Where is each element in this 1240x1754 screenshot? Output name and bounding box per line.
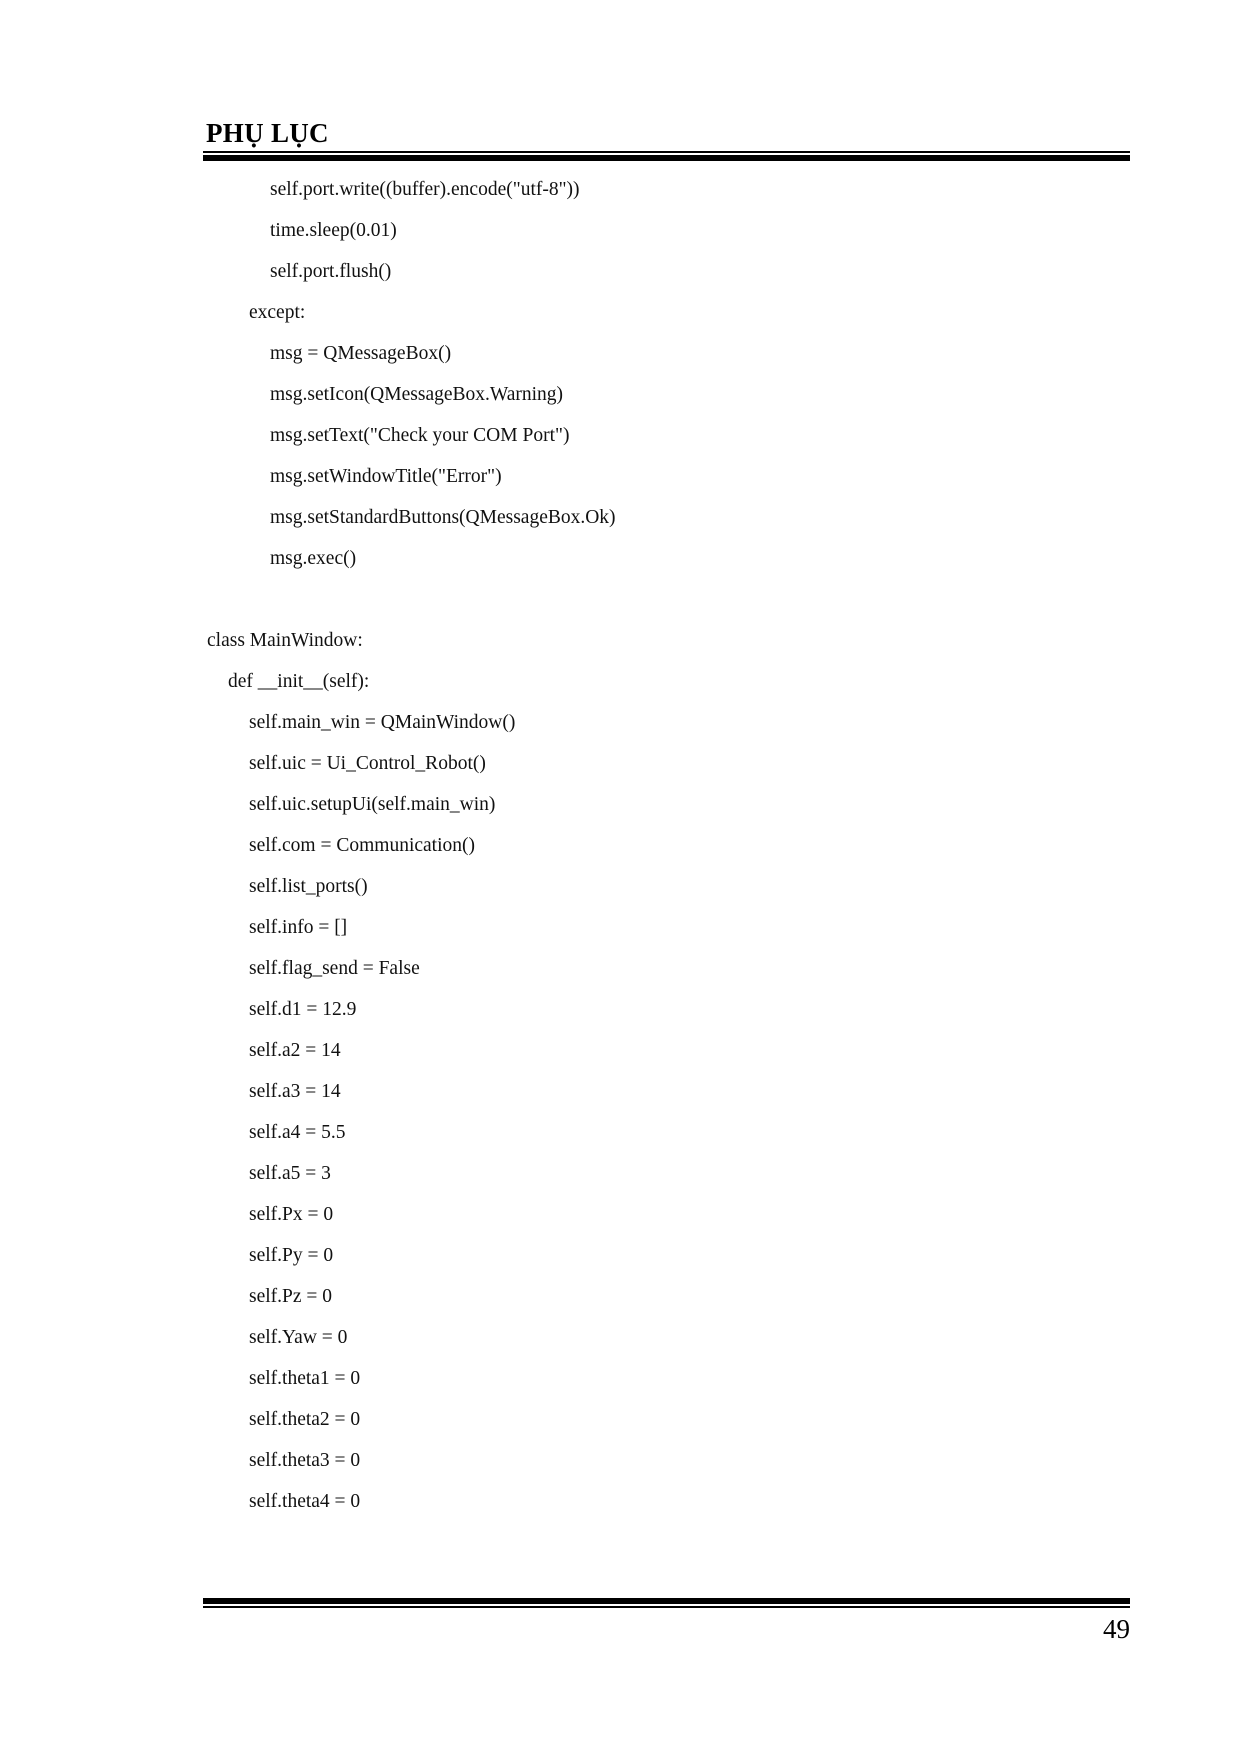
code-line: self.theta2 = 0 [249, 1409, 361, 1430]
code-line: time.sleep(0.01) [270, 220, 397, 241]
code-line: def __init__(self): [228, 671, 370, 692]
header-title: PHỤ LỤC [206, 118, 329, 148]
code-line: except: [249, 302, 306, 323]
code-line: msg.setIcon(QMessageBox.Warning) [270, 384, 564, 405]
code-line: class MainWindow: [207, 630, 363, 651]
code-line: self.theta4 = 0 [249, 1491, 361, 1512]
code-line: self.main_win = QMainWindow() [249, 712, 516, 733]
code-line: self.port.write((buffer).encode("utf-8")) [270, 179, 580, 200]
code-line: self.Yaw = 0 [249, 1327, 348, 1348]
code-line: self.a4 = 5.5 [249, 1122, 346, 1143]
footer-rule-thick [203, 1598, 1130, 1604]
code-line: self.theta1 = 0 [249, 1368, 361, 1389]
code-line: self.a2 = 14 [249, 1040, 341, 1061]
code-line: msg.setStandardButtons(QMessageBox.Ok) [270, 507, 616, 528]
code-line: self.flag_send = False [249, 958, 420, 979]
code-line: self.uic.setupUi(self.main_win) [249, 794, 496, 815]
code-line: msg.setWindowTitle("Error") [270, 466, 502, 487]
code-line: self.Py = 0 [249, 1245, 334, 1266]
code-line: msg = QMessageBox() [270, 343, 452, 364]
code-line: self.info = [] [249, 917, 348, 938]
code-line: self.com = Communication() [249, 835, 475, 856]
code-line: msg.exec() [270, 548, 357, 569]
code-line: self.theta3 = 0 [249, 1450, 361, 1471]
code-line: self.port.flush() [270, 261, 392, 282]
code-line: self.uic = Ui_Control_Robot() [249, 753, 486, 774]
page-number: 49 [1103, 1614, 1130, 1644]
header-rule-thin [203, 151, 1130, 153]
code-line: msg.setText("Check your COM Port") [270, 425, 570, 446]
code-line: self.a3 = 14 [249, 1081, 341, 1102]
code-line: self.Px = 0 [249, 1204, 334, 1225]
code-line: self.a5 = 3 [249, 1163, 331, 1184]
code-line: self.Pz = 0 [249, 1286, 333, 1307]
footer-rule-thin [203, 1606, 1130, 1608]
header-rule-thick [203, 155, 1130, 161]
code-line: self.d1 = 12.9 [249, 999, 357, 1020]
code-line: self.list_ports() [249, 876, 368, 897]
